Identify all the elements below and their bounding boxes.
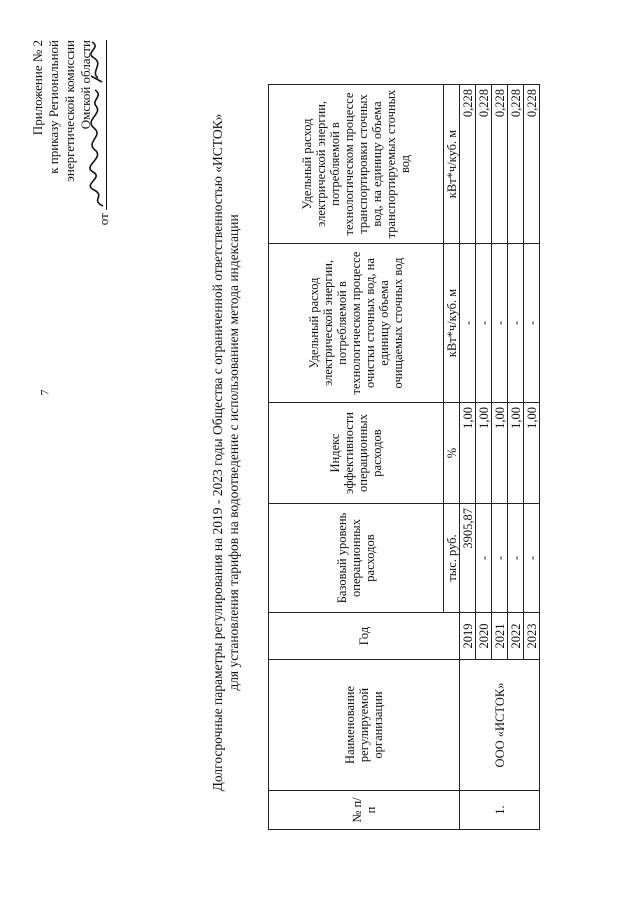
cell-year: 2020 [476,613,492,660]
cell-ee-transport: 0,228 [460,85,476,244]
page-number: 7 [37,389,52,396]
unit-base: тыс. руб. [444,504,460,613]
unit-ee-treatment: кВт*ч/куб. м [444,244,460,403]
appendix-block [30,40,112,225]
org-name: ООО «ИСТОК» [460,660,540,791]
cell-base: 3905,87 [460,504,476,613]
header-ee-transport: Удельный расход электрической энергии, потребляемой в технологическом процессе транспортировки сточных вод, на единицу объема транспортируемых сточных вод [269,85,444,244]
table-header-row [269,85,444,830]
cell-ee-treatment: - [492,244,508,403]
cell-year: 2021 [492,613,508,660]
cell-index: 1,00 [476,403,492,504]
org-number: 1. [460,791,540,830]
cell-ee-transport: 0,228 [508,85,524,244]
cell-base: - [524,504,540,613]
title-line-1: Долгосрочные параметры регулирования на 2019 - 2023 годы Общества с ограниченной ответственностью «ИСТОК» [210,113,225,792]
title-line-2: для установления тарифов на водоотведение с использованием метода индексации [226,214,241,691]
cell-index: 1,00 [460,403,476,504]
cell-base: - [492,504,508,613]
appendix-line-1: Приложение № 2 [30,40,45,136]
unit-ee-transport: кВт*ч/куб. м [444,85,460,244]
date-prefix: от [96,213,111,226]
appendix-line-2: к приказу Региональной [46,40,61,174]
cell-year: 2022 [508,613,524,660]
cell-ee-treatment: - [460,244,476,403]
handwritten-date-signature [94,40,108,210]
cell-ee-transport: 0,228 [524,85,540,244]
parameters-table [268,84,540,830]
cell-index: 1,00 [492,403,508,504]
header-ee-treatment: Удельный расход электрической энергии, потребляемой в технологическом процессе очистки сточных вод, на единицу объема очищаемых сточных вод [269,244,444,403]
cell-ee-treatment: - [508,244,524,403]
cell-index: 1,00 [508,403,524,504]
cell-base: - [508,504,524,613]
header-index: Индекс эффективности операционных расходов [269,403,444,504]
appendix-line-4: Омской области [78,40,93,130]
cell-ee-treatment: - [476,244,492,403]
header-num: № п/п [269,791,460,830]
appendix-date-line [94,40,112,225]
table-row [460,85,476,830]
header-year: Год [269,613,460,660]
document-title [210,0,242,905]
cell-year: 2023 [524,613,540,660]
cell-ee-transport: 0,228 [476,85,492,244]
cell-ee-transport: 0,228 [492,85,508,244]
cell-year: 2019 [460,613,476,660]
header-base: Базовый уровень операционных расходов [269,504,444,613]
cell-ee-treatment: - [524,244,540,403]
cell-index: 1,00 [524,403,540,504]
unit-index: % [444,403,460,504]
cell-base: - [476,504,492,613]
header-org: Наименование регулируемой организации [269,660,460,791]
appendix-line-3: энергетической комиссии [62,40,77,182]
